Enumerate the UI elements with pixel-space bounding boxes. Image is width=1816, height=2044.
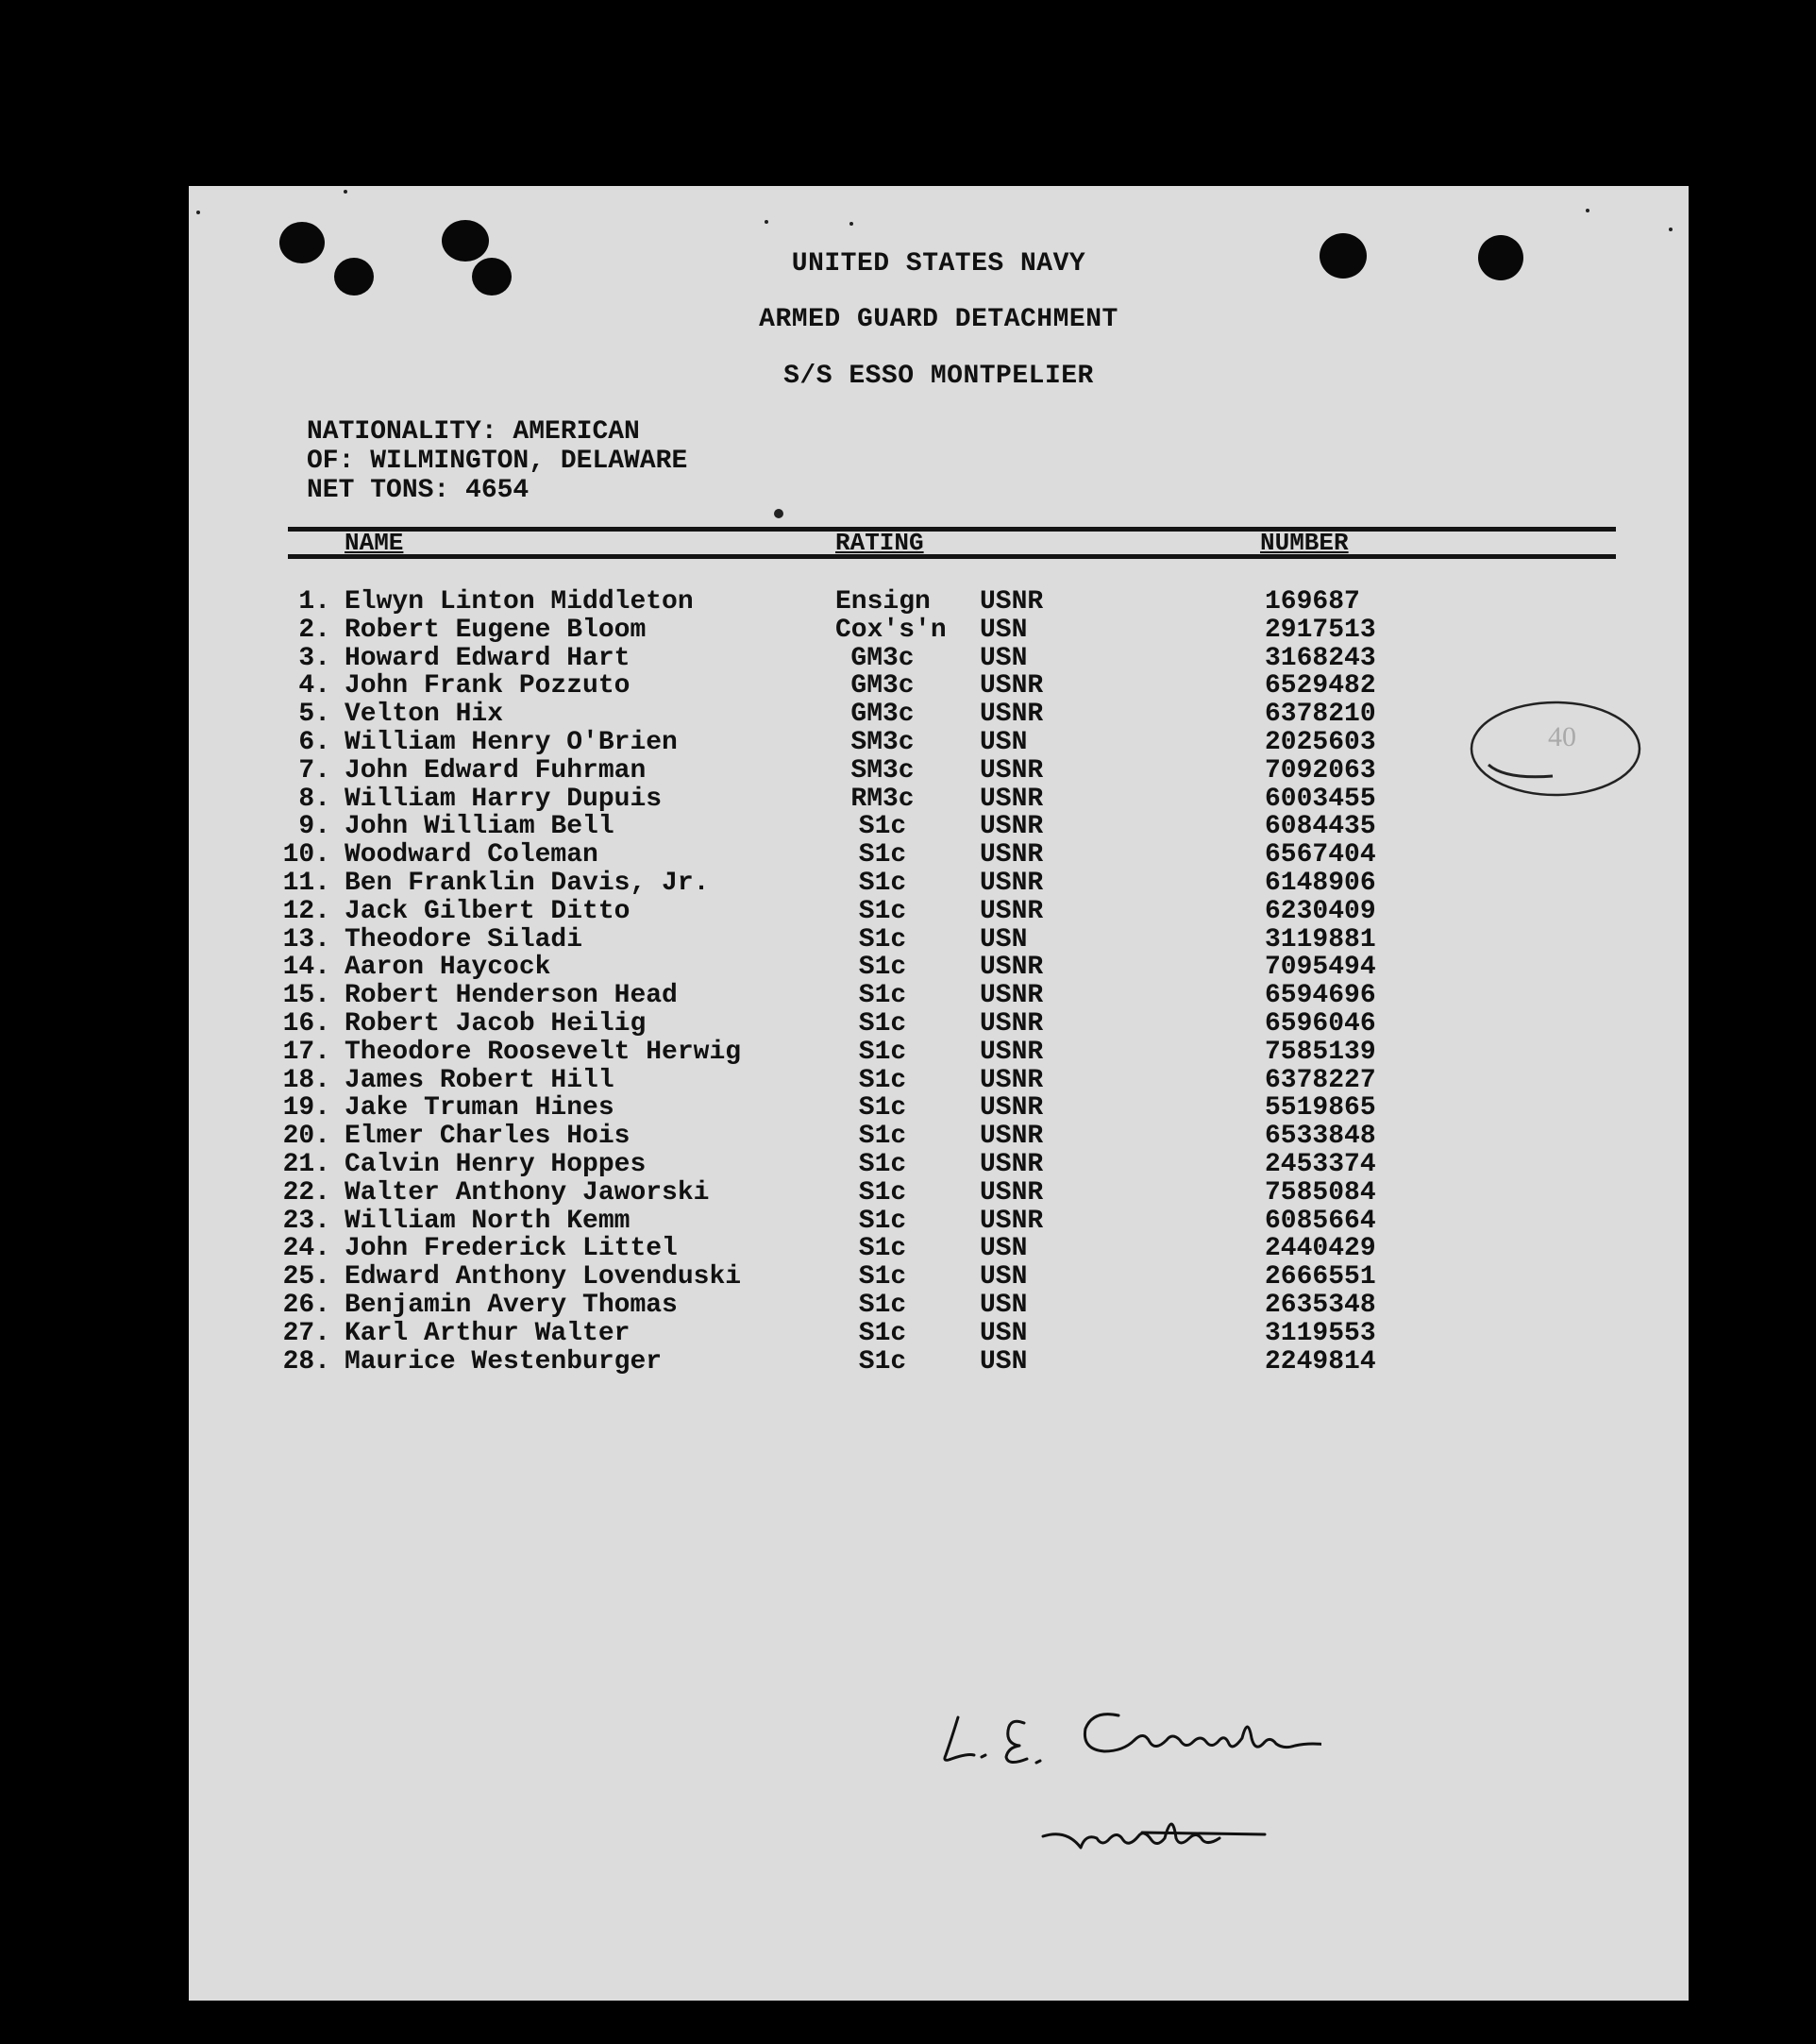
vessel-info: [307, 417, 687, 505]
crew-service: USNR: [980, 1037, 1044, 1067]
table-row: [189, 1178, 1689, 1207]
crew-rating: Ensign: [835, 587, 931, 617]
crew-rating: GM3c: [850, 671, 915, 701]
row-number: 17.: [282, 1037, 330, 1067]
crew-rating: S1c: [858, 1318, 907, 1348]
row-number: 14.: [282, 953, 330, 983]
crew-service: USNR: [980, 1122, 1044, 1152]
table-row: [189, 728, 1689, 756]
signature: [925, 1697, 1321, 1876]
row-number: 7.: [298, 755, 330, 786]
crew-service-number: 6378227: [1265, 1065, 1376, 1095]
table-row: [189, 1234, 1689, 1262]
row-number: 16.: [282, 1008, 330, 1039]
table-row: [189, 671, 1689, 700]
crew-rating: S1c: [858, 1149, 907, 1179]
crew-service: USNR: [980, 1008, 1044, 1039]
row-number: 6.: [298, 727, 330, 757]
table-row: [189, 981, 1689, 1009]
crew-service-number: 3119881: [1265, 924, 1376, 954]
crew-rating: S1c: [858, 812, 907, 842]
crew-rating: S1c: [858, 840, 907, 870]
row-number: 27.: [282, 1318, 330, 1348]
row-number: 19.: [282, 1093, 330, 1123]
crew-name: William Harry Dupuis: [345, 784, 663, 814]
table-row: [189, 1347, 1689, 1376]
table-row: [189, 1009, 1689, 1038]
table-row: [189, 616, 1689, 644]
column-header-rating: RATING: [835, 529, 924, 557]
signature-stroke: [1135, 1727, 1321, 1748]
table-row: [189, 1291, 1689, 1319]
table-row: [189, 587, 1689, 616]
crew-service: USNR: [980, 1093, 1044, 1123]
crew-service: USNR: [980, 812, 1044, 842]
crew-name: Woodward Coleman: [345, 840, 598, 870]
crew-service: USNR: [980, 700, 1044, 730]
crew-service: USN: [980, 727, 1028, 757]
row-number: 8.: [298, 784, 330, 814]
header-subtitle: ARMED GUARD DETACHMENT: [759, 305, 1118, 334]
crew-service: USNR: [980, 755, 1044, 786]
crew-rating: S1c: [858, 1206, 907, 1236]
crew-service: USNR: [980, 1177, 1044, 1208]
row-number: 9.: [298, 812, 330, 842]
crew-rating: S1c: [858, 981, 907, 1011]
crew-service-number: 2635348: [1265, 1290, 1376, 1320]
crew-service: USN: [980, 615, 1028, 645]
crew-name: Jack Gilbert Ditto: [345, 896, 631, 926]
crew-rating: S1c: [858, 1093, 907, 1123]
crew-service: USNR: [980, 587, 1044, 617]
crew-rating: GM3c: [850, 643, 915, 673]
header-title: UNITED STATES NAVY: [791, 249, 1086, 279]
row-number: 4.: [298, 671, 330, 701]
row-number: 11.: [282, 868, 330, 898]
crew-service: USNR: [980, 1149, 1044, 1179]
crew-name: Velton Hix: [345, 700, 504, 730]
table-rule-top: [288, 527, 1616, 532]
speck: [1586, 209, 1589, 212]
row-number: 26.: [282, 1290, 330, 1320]
crew-service: USN: [980, 924, 1028, 954]
crew-rating: S1c: [858, 1177, 907, 1208]
row-number: 18.: [282, 1065, 330, 1095]
row-number: 22.: [282, 1177, 330, 1208]
crew-name: Elwyn Linton Middleton: [345, 587, 694, 617]
signature-stroke: [1142, 1833, 1265, 1834]
crew-service: USNR: [980, 840, 1044, 870]
crew-service-number: 7585084: [1265, 1177, 1376, 1208]
crew-rating: S1c: [858, 1008, 907, 1039]
speck: [1669, 228, 1673, 231]
row-number: 5.: [298, 700, 330, 730]
crew-rating: S1c: [858, 868, 907, 898]
crew-name: Ben Franklin Davis, Jr.: [345, 868, 710, 898]
crew-service-number: 2666551: [1265, 1262, 1376, 1292]
crew-name: John Frank Pozzuto: [345, 671, 631, 701]
crew-service-number: 2440429: [1265, 1234, 1376, 1264]
speck: [196, 211, 200, 214]
crew-name: Elmer Charles Hois: [345, 1122, 631, 1152]
row-number: 12.: [282, 896, 330, 926]
crew-rating: RM3c: [850, 784, 915, 814]
row-number: 2.: [298, 615, 330, 645]
row-number: 15.: [282, 981, 330, 1011]
crew-service-number: 6003455: [1265, 784, 1376, 814]
crew-name: Karl Arthur Walter: [345, 1318, 631, 1348]
crew-rating: S1c: [858, 1346, 907, 1377]
crew-service-number: 2453374: [1265, 1149, 1376, 1179]
table-row: [189, 644, 1689, 672]
crew-service-number: 7095494: [1265, 953, 1376, 983]
speck: [344, 190, 347, 194]
ship-name: S/S ESSO MONTPELIER: [783, 362, 1094, 391]
crew-service-number: 6084435: [1265, 812, 1376, 842]
home-port-line: OF: WILMINGTON, DELAWARE: [307, 447, 688, 476]
crew-service-number: 6533848: [1265, 1122, 1376, 1152]
crew-service-number: 6567404: [1265, 840, 1376, 870]
crew-service-number: 2025603: [1265, 727, 1376, 757]
table-row: [189, 1093, 1689, 1122]
signature-stroke: [1036, 1761, 1040, 1763]
crew-service-number: 6148906: [1265, 868, 1376, 898]
crew-name: William North Kemm: [345, 1206, 631, 1236]
crew-rating: S1c: [858, 1037, 907, 1067]
crew-service-number: 7092063: [1265, 755, 1376, 786]
table-row: [189, 1150, 1689, 1178]
crew-rating: SM3c: [850, 727, 915, 757]
crew-name: John William Bell: [345, 812, 614, 842]
row-number: 24.: [282, 1234, 330, 1264]
crew-rating: S1c: [858, 924, 907, 954]
speck: [765, 220, 768, 224]
crew-rating: S1c: [858, 1290, 907, 1320]
table-row: [189, 785, 1689, 813]
crew-name: Aaron Haycock: [345, 953, 551, 983]
table-row: [189, 869, 1689, 897]
crew-name: Howard Edward Hart: [345, 643, 631, 673]
crew-name: John Frederick Littel: [345, 1234, 678, 1264]
crew-service: USN: [980, 643, 1028, 673]
crew-name: Walter Anthony Jaworski: [345, 1177, 710, 1208]
speck: [849, 222, 853, 226]
nationality-line: NATIONALITY: AMERICAN: [307, 417, 640, 447]
row-number: 13.: [282, 924, 330, 954]
table-row: [189, 1038, 1689, 1066]
stamp-number: 40: [1548, 721, 1576, 752]
circled-number-stamp: [1468, 699, 1643, 799]
crew-rating: S1c: [858, 1065, 907, 1095]
crew-name: William Henry O'Brien: [345, 727, 678, 757]
crew-service-number: 169687: [1265, 587, 1360, 617]
table-row: [189, 812, 1689, 840]
row-number: 3.: [298, 643, 330, 673]
crew-rating: S1c: [858, 1234, 907, 1264]
crew-rating: S1c: [858, 953, 907, 983]
crew-service-number: 6230409: [1265, 896, 1376, 926]
row-number: 10.: [282, 840, 330, 870]
row-number: 28.: [282, 1346, 330, 1377]
table-row: [189, 1319, 1689, 1347]
row-number: 21.: [282, 1149, 330, 1179]
crew-service: USNR: [980, 868, 1044, 898]
stamp-underline: [1488, 765, 1553, 777]
table-row: [189, 700, 1689, 728]
signature-stroke: [1043, 1824, 1219, 1848]
crew-service: USNR: [980, 1206, 1044, 1236]
table-row: [189, 953, 1689, 981]
crew-service: USN: [980, 1318, 1028, 1348]
crew-name: Theodore Roosevelt Herwig: [345, 1037, 742, 1067]
crew-service: USN: [980, 1234, 1028, 1264]
crew-service-number: 6596046: [1265, 1008, 1376, 1039]
crew-service-number: 2249814: [1265, 1346, 1376, 1377]
crew-service-number: 6378210: [1265, 700, 1376, 730]
crew-name: John Edward Fuhrman: [345, 755, 647, 786]
crew-service: USNR: [980, 981, 1044, 1011]
crew-service-number: 2917513: [1265, 615, 1376, 645]
crew-service-number: 7585139: [1265, 1037, 1376, 1067]
crew-rating: S1c: [858, 1262, 907, 1292]
table-row: [189, 1207, 1689, 1235]
crew-name: Robert Henderson Head: [345, 981, 678, 1011]
speck: [774, 509, 783, 518]
signature-stroke: [1006, 1721, 1027, 1762]
crew-service: USNR: [980, 1065, 1044, 1095]
table-row: [189, 1066, 1689, 1094]
crew-name: Benjamin Avery Thomas: [345, 1290, 678, 1320]
signature-stroke: [982, 1755, 985, 1757]
crew-name: Robert Jacob Heilig: [345, 1008, 647, 1039]
table-row: [189, 925, 1689, 954]
table-row: [189, 1122, 1689, 1150]
document-page: [189, 186, 1689, 2001]
crew-service-number: 3168243: [1265, 643, 1376, 673]
crew-list: [189, 587, 1689, 1375]
row-number: 23.: [282, 1206, 330, 1236]
table-row: [189, 840, 1689, 869]
crew-service: USNR: [980, 953, 1044, 983]
crew-service-number: 3119553: [1265, 1318, 1376, 1348]
row-number: 25.: [282, 1262, 330, 1292]
crew-name: James Robert Hill: [345, 1065, 614, 1095]
row-number: 1.: [298, 587, 330, 617]
crew-name: Theodore Siladi: [345, 924, 583, 954]
crew-name: Maurice Westenburger: [345, 1346, 663, 1377]
crew-rating: GM3c: [850, 700, 915, 730]
crew-service-number: 6085664: [1265, 1206, 1376, 1236]
row-number: 20.: [282, 1122, 330, 1152]
table-row: [189, 897, 1689, 925]
crew-service-number: 5519865: [1265, 1093, 1376, 1123]
crew-service-number: 6529482: [1265, 671, 1376, 701]
crew-service-number: 6594696: [1265, 981, 1376, 1011]
crew-service: USNR: [980, 671, 1044, 701]
table-row: [189, 756, 1689, 785]
crew-service: USNR: [980, 896, 1044, 926]
crew-name: Calvin Henry Hoppes: [345, 1149, 647, 1179]
crew-name: Edward Anthony Lovenduski: [345, 1262, 742, 1292]
crew-service: USN: [980, 1290, 1028, 1320]
crew-service: USNR: [980, 784, 1044, 814]
crew-name: Jake Truman Hines: [345, 1093, 614, 1123]
column-header-name: NAME: [345, 529, 404, 557]
net-tons-line: NET TONS: 4654: [307, 476, 530, 505]
crew-rating: Cox's'n: [835, 615, 947, 645]
crew-rating: SM3c: [850, 755, 915, 786]
signature-stroke: [945, 1717, 974, 1760]
crew-service: USN: [980, 1346, 1028, 1377]
crew-service: USN: [980, 1262, 1028, 1292]
crew-rating: S1c: [858, 896, 907, 926]
column-header-number: NUMBER: [1260, 529, 1349, 557]
crew-name: Robert Eugene Bloom: [345, 615, 647, 645]
signature-stroke: [1085, 1715, 1135, 1751]
crew-rating: S1c: [858, 1122, 907, 1152]
table-rule-bottom: [288, 554, 1616, 559]
table-row: [189, 1262, 1689, 1291]
